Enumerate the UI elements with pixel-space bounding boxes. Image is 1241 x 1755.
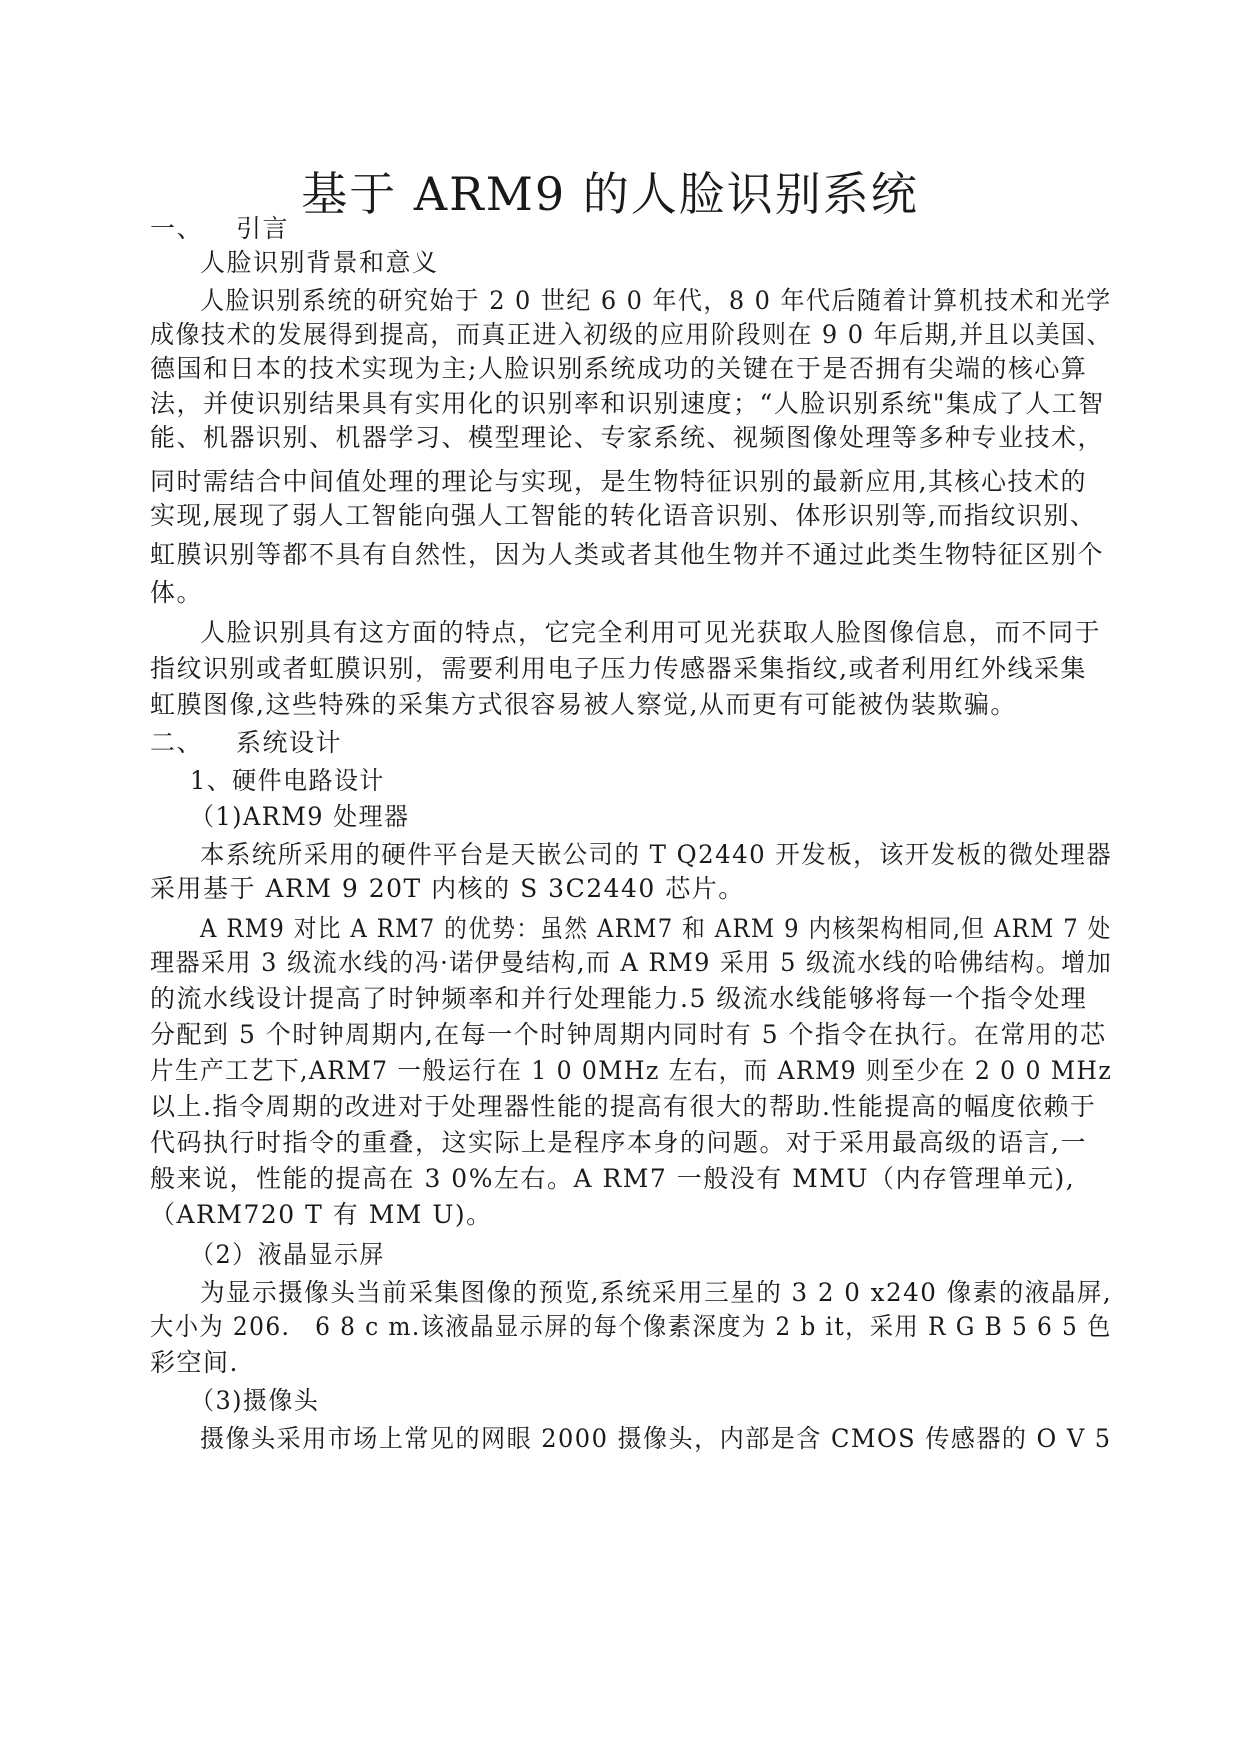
paragraph-line: 实现,展现了弱人工智能向强人工智能的转化语音识别、体形识别等,而指纹识别、 (150, 501, 1097, 530)
paragraph-line: 为显示摄像头当前采集图像的预览,系统采用三星的 3 2 0 x240 像素的液晶屏, (200, 1278, 1113, 1307)
paragraph-line: 成像技术的发展得到提高，而真正进入初级的应用阶段则在 9 0 年后期,并且以美国、 (150, 320, 1113, 349)
paragraph-line: 理器采用 3 级流水线的冯·诺伊曼结构,而 A RM9 采用 5 级流水线的哈佛结构。增加 (150, 948, 1113, 977)
paragraph-line: 人脸识别系统的研究始于 2 0 世纪 6 0 年代，8 0 年代后随着计算机技术和光学 (200, 286, 1112, 315)
section-number: 一、 (150, 214, 204, 243)
section-heading-design (150, 726, 1110, 760)
paragraph-line: 虹膜图像,这些特殊的采集方式很容易被人察觉,从而更有可能被伪装欺骗。 (150, 690, 1017, 719)
paragraph-line: 虹膜识别等都不具有自然性，因为人类或者其他生物并不通过此类生物特征区别个 (150, 540, 1105, 569)
subheading-hardware: 1、硬件电路设计 (190, 766, 385, 795)
paragraph-line: 摄像头采用市场上常见的网眼 2000 摄像头，内部是含 CMOS 传感器的 O V 5 (200, 1424, 1112, 1453)
paragraph-line: 本系统所采用的硬件平台是天嵌公司的 T Q2440 开发板，该开发板的微处理器 (200, 840, 1113, 869)
item-heading-camera: （3)摄像头 (190, 1386, 320, 1415)
item-heading-lcd: （2）液晶显示屏 (190, 1240, 385, 1269)
paragraph-line: 分配到 5 个时钟周期内,在每一个时钟周期内同时有 5 个指令在执行。在常用的芯 (150, 1020, 1107, 1049)
paragraph-line: 的流水线设计提高了时钟频率和并行处理能力.5 级流水线能够将每一个指令处理 (150, 984, 1088, 1013)
subheading-background: 人脸识别背景和意义 (200, 248, 439, 277)
paragraph-line: 片生产工艺下,ARM7 一般运行在 1 0 0MHz 左右，而 ARM9 则至少在 2 0 0 MHz (150, 1056, 1113, 1085)
paragraph-line: 大小为 206． 6 8 c m.该液晶显示屏的每个像素深度为 2 b it，采用 R G B 5 6 5 色 (150, 1312, 1112, 1341)
paragraph-line: 指纹识别或者虹膜识别，需要利用电子压力传感器采集指纹,或者利用红外线采集 (150, 654, 1087, 683)
paragraph-line: （ARM720 T 有 MM U)。 (150, 1200, 493, 1229)
paragraph-line: 能、机器识别、机器学习、模型理论、专家系统、视频图像处理等多种专业技术， (150, 423, 1105, 452)
document-title: 基于 ARM9 的人脸识别系统 (301, 167, 919, 221)
paragraph-line: 体。 (150, 578, 204, 607)
paragraph-line: 彩空间. (150, 1348, 239, 1377)
item-heading-arm9: （1)ARM9 处理器 (190, 802, 410, 831)
paragraph-line: 同时需结合中间值处理的理论与实现，是生物特征识别的最新应用,其核心技术的 (150, 467, 1087, 496)
section-label: 系统设计 (236, 728, 343, 757)
paragraph-line: 以上.指令周期的改进对于处理器性能的提高有很大的帮助.性能提高的幅度依赖于 (150, 1092, 1097, 1121)
paragraph-line: 代码执行时指令的重叠，这实际上是程序本身的问题。对于采用最高级的语言,一 (150, 1128, 1087, 1157)
paragraph-line: A RM9 对比 A RM7 的优势：虽然 ARM7 和 ARM 9 内核架构相同,但 ARM 7 处 (200, 914, 1112, 943)
paragraph-line: 人脸识别具有这方面的特点，它完全利用可见光获取人脸图像信息，而不同于 (200, 618, 1102, 647)
paragraph-line: 般来说，性能的提高在 3 0%左右。A RM7 一般没有 MMU（内存管理单元), (150, 1164, 1076, 1193)
paragraph-line: 法，并使识别结果具有实用化的识别率和识别速度；“人脸识别系统"集成了人工智 (150, 389, 1105, 418)
paragraph-line: 德国和日本的技术实现为主;人脸识别系统成功的关键在于是否拥有尖端的核心算 (150, 354, 1088, 383)
section-heading-intro (150, 212, 1110, 246)
section-label: 引言 (236, 214, 290, 243)
section-number: 二、 (150, 728, 204, 757)
paragraph-line: 采用基于 ARM 9 20T 内核的 S 3C2440 芯片。 (150, 874, 745, 903)
